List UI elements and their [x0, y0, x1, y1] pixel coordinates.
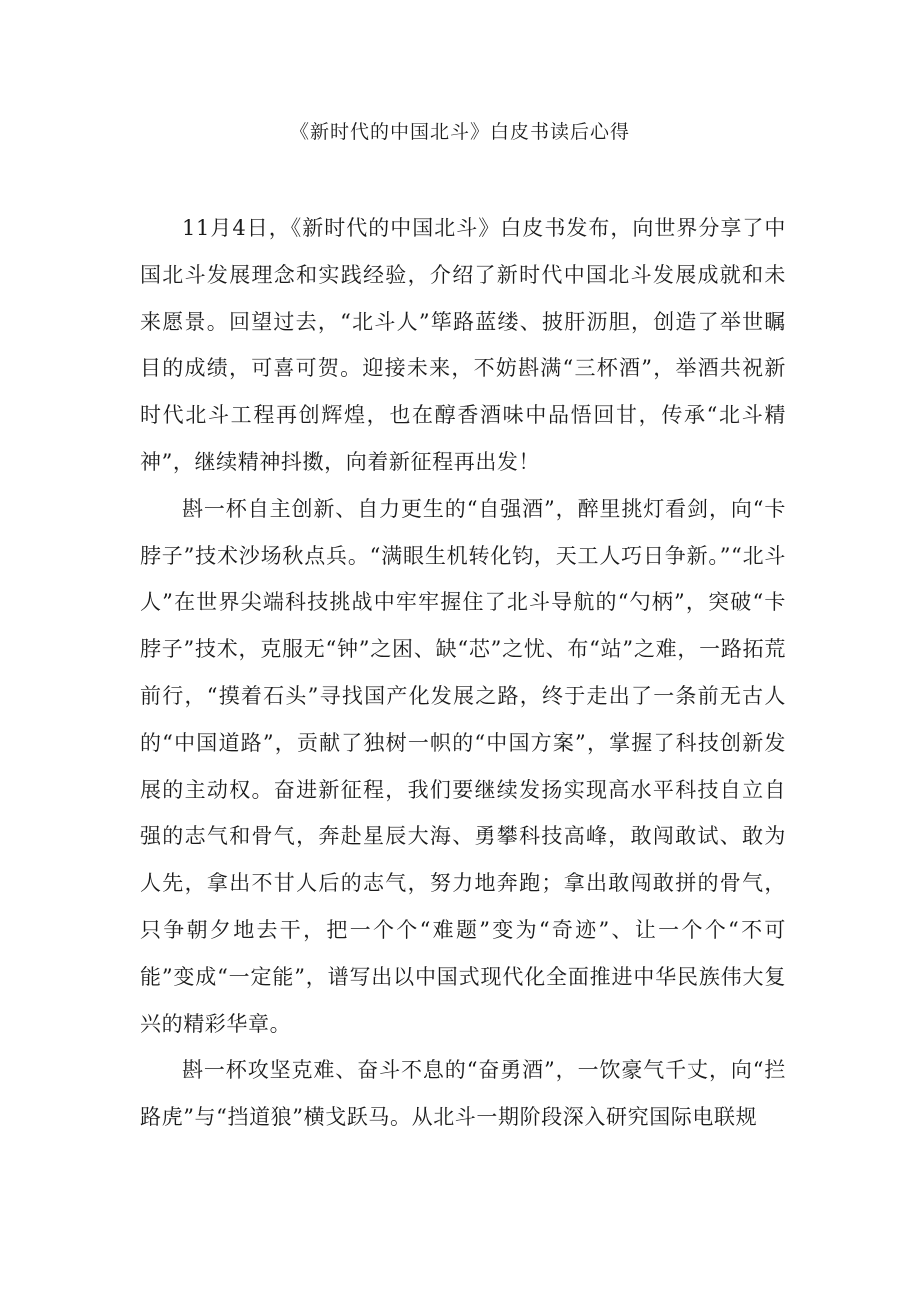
- paragraph-1: 11月4日，《新时代的中国北斗》白皮书发布，向世界分享了中国北斗发展理念和实践经验，介绍了新时代中国北斗发展成就和未来愿景。回望过去，“北斗人”筚路蓝缕、披肝沥胆，创造了举世瞩目的成绩，可喜可贺。迎接未来，不妨斟满“三杯酒”，举酒共祝新时代北斗工程再创辉煌，也在醇香酒味中品悟回甘，传承“北斗精神”，继续精神抖擞，向着新征程再出发！: [140, 216, 787, 474]
- document-title: 《新时代的中国北斗》白皮书读后心得: [289, 121, 630, 143]
- document-body: [140, 205, 786, 1141]
- paragraph-2: 斟一杯自主创新、自力更生的“自强酒”，醉里挑灯看剑，向“卡脖子”技术沙场秋点兵。“满眼生机转化钧，天工人巧日争新。”“北斗人”在世界尖端科技挑战中牢牢握住了北斗导航的“勺柄”，突破“卡脖子”技术，克服无“钟”之困、缺“芯”之忧、布“站”之难，一路拓荒前行，“摸着石头”寻找国产化发展之路，终于走出了一条前无古人的“中国道路”，贡献了独树一帜的“中国方案”，掌握了科技创新发展的主动权。奋进新征程，我们要继续发扬实现高水平科技自立自强的志气和骨气，奔赴星辰大海、勇攀科技高峰，敢闯敢试、敢为人先，拿出不甘人后的志气，努力地奔跑；拿出敢闯敢拼的骨气，只争朝夕地去干，把一个个“难题”变为“奇迹”、让一个个“不可能”变成“一定能”，谱写出以中国式现代化全面推进中华民族伟大复兴的精彩华章。: [140, 496, 786, 1036]
- paragraph-3: 斟一杯攻坚克难、奋斗不息的“奋勇酒”，一饮豪气千丈，向“拦路虎”与“挡道狼”横戈跃马。从北斗一期阶段深入研究国际电联规: [140, 1058, 786, 1130]
